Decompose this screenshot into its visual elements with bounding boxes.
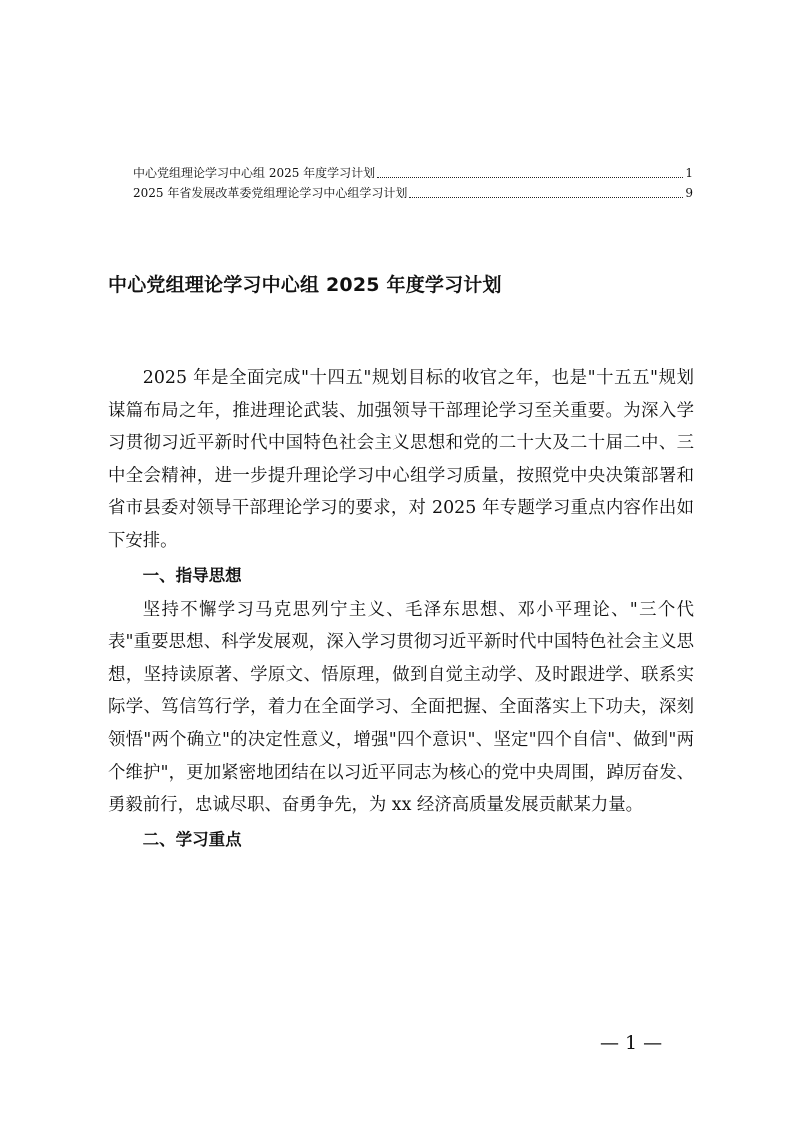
table-of-contents (133, 163, 693, 203)
section-heading-guiding-thought: 一、指导思想 (142, 565, 242, 585)
toc-dot-leader (377, 165, 683, 178)
toc-dot-leader (409, 185, 683, 198)
toc-entry[interactable] (133, 163, 693, 183)
document-body (108, 362, 694, 858)
toc-entry[interactable] (133, 183, 693, 203)
section-heading-study-focus: 二、学习重点 (142, 829, 242, 849)
guiding-thought-paragraph: 坚持不懈学习马克思列宁主义、毛泽东思想、邓小平理论、"三个代表"重要思想、科学发展观，深入学习贯彻习近平新时代中国特色社会主义思想，坚持读原著、学原文、悟原理，做到自觉主动学、及时跟进学、联系实际学、笃信笃行学，着力在全面学习、全面把握、全面落实上下功夫，深刻领悟"两个确立"的决定性意义，增强"四个意识"、坚定"四个自信"、做到"两个维护"，更加紧密地团结在以习近平同志为核心的党中央周围，踔厉奋发、勇毅前行，忠诚尽职、奋勇争先，为 xx 经济高质量发展贡献某力量。 (108, 599, 694, 816)
page-number: — 1 — (600, 1032, 663, 1054)
toc-entry-title: 中心党组理论学习中心组 2025 年度学习计划 (133, 166, 376, 180)
toc-entry-page: 1 (685, 166, 693, 180)
toc-entry-title: 2025 年省发展改革委党组理论学习中心组学习计划 (133, 186, 408, 200)
intro-paragraph: 2025 年是全面完成"十四五"规划目标的收官之年，也是"十五五"规划谋篇布局之年，推进理论武装、加强领导干部理论学习至关重要。为深入学习贯彻习近平新时代中国特色社会主义思想和党的二十大及二十届二中、三中全会精神，进一步提升理论学习中心组学习质量，按照党中央决策部署和省市县委对领导干部理论学习的要求，对 2025 年专题学习重点内容作出如下安排。 (108, 368, 694, 551)
document-title: 中心党组理论学习中心组 2025 年度学习计划 (108, 274, 502, 296)
toc-entry-page: 9 (685, 186, 693, 200)
